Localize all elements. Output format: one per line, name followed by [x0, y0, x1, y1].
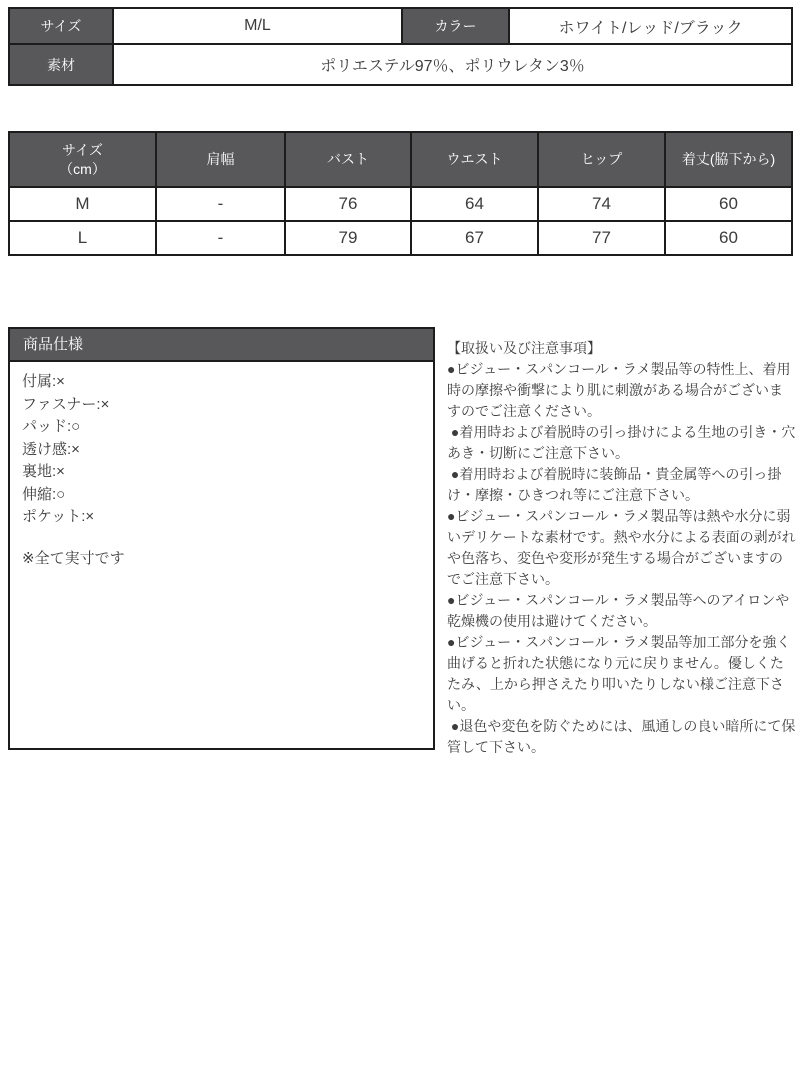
- color-value: ホワイト/レッド/ブラック: [509, 8, 792, 44]
- spec-box: [8, 327, 435, 750]
- size-chart-row-l: [9, 221, 792, 255]
- size-l-bust: 79: [285, 221, 411, 255]
- care-note-heat-moisture: ●ビジュー・スパンコール・ラメ製品等は熱や水分に弱いデリケートな素材です。熱や水分による表面の剥がれや色落ち、変色や変形が発生する場合がございますのでご注意下さい。: [447, 508, 796, 587]
- material-value: ポリエステル97％、ポリウレタン3％: [113, 44, 792, 85]
- size-value: M/L: [113, 8, 402, 44]
- size-chart-header-bust: バスト: [285, 132, 411, 187]
- spec-item-lining: 裏地:×: [22, 463, 65, 480]
- size-chart-header-length: 着丈(脇下から): [665, 132, 792, 187]
- size-chart-header-hip: ヒップ: [538, 132, 665, 187]
- care-note-storage: ●退色や変色を防ぐためには、風通しの良い暗所にて保管して下さい。: [447, 718, 796, 755]
- size-m-shoulder: -: [156, 187, 285, 221]
- size-l-length: 60: [665, 221, 792, 255]
- size-m-hip: 74: [538, 187, 665, 221]
- size-chart-table: [8, 131, 793, 256]
- size-m-waist: 64: [411, 187, 538, 221]
- spec-item-fuzoku: 付属:×: [22, 373, 65, 390]
- color-label: カラー: [402, 8, 509, 44]
- size-chart-header-row: [9, 132, 792, 187]
- size-l-shoulder: -: [156, 221, 285, 255]
- size-l-waist: 67: [411, 221, 538, 255]
- size-m-length: 60: [665, 187, 792, 221]
- spec-box-body: [10, 362, 433, 579]
- care-note-snagging: ●着用時および着脱時の引っ掛けによる生地の引き・穴あき・切断にご注意下さい。: [447, 424, 796, 461]
- care-notes-title: 【取扱い及び注意事項】: [447, 340, 601, 356]
- size-l-label: L: [9, 221, 156, 255]
- care-note-bending: ●ビジュー・スパンコール・ラメ製品等加工部分を強く曲げると折れた状態になり元に戻りません。優しくたたみ、上から押さえたり叩いたりしない様ご注意下さい。: [447, 634, 791, 713]
- info-row-size-color: [9, 8, 792, 44]
- care-note-iron-dryer: ●ビジュー・スパンコール・ラメ製品等へのアイロンや乾燥機の使用は避けてください。: [447, 592, 790, 629]
- care-note-accessories: ●着用時および着脱時に装飾品・貴金属等への引っ掛け・摩擦・ひきつれ等にご注意下さい。: [447, 466, 782, 503]
- size-m-bust: 76: [285, 187, 411, 221]
- size-chart-header-shoulder: 肩幅: [156, 132, 285, 187]
- material-label: 素材: [9, 44, 113, 85]
- care-note-friction: ●ビジュー・スパンコール・ラメ製品等の特性上、着用時の摩擦や衝撃により肌に刺激がある場合がございますのでご注意ください。: [447, 361, 791, 419]
- info-row-material: [9, 44, 792, 85]
- spec-item-pocket: ポケット:×: [22, 508, 95, 525]
- size-chart-header-size-line1: サイズ: [62, 141, 103, 158]
- size-chart-header-waist: ウエスト: [411, 132, 538, 187]
- size-chart-header-size-line2: （cm）: [59, 160, 106, 177]
- spec-item-fastener: ファスナー:×: [22, 395, 110, 413]
- care-notes: [447, 338, 796, 758]
- spec-note: ※全て実寸です: [22, 549, 125, 567]
- product-info-table: [8, 7, 793, 86]
- size-m-label: M: [9, 187, 156, 221]
- size-chart-row-m: [9, 187, 792, 221]
- spec-item-sheer: 透け感:×: [22, 440, 80, 458]
- spec-item-pad: パッド:○: [22, 418, 81, 435]
- size-label: サイズ: [9, 8, 113, 44]
- spec-box-title: 商品仕様: [10, 329, 433, 362]
- spec-item-stretch: 伸縮:○: [22, 485, 66, 503]
- size-l-hip: 77: [538, 221, 665, 255]
- size-chart-header-size: [9, 132, 156, 187]
